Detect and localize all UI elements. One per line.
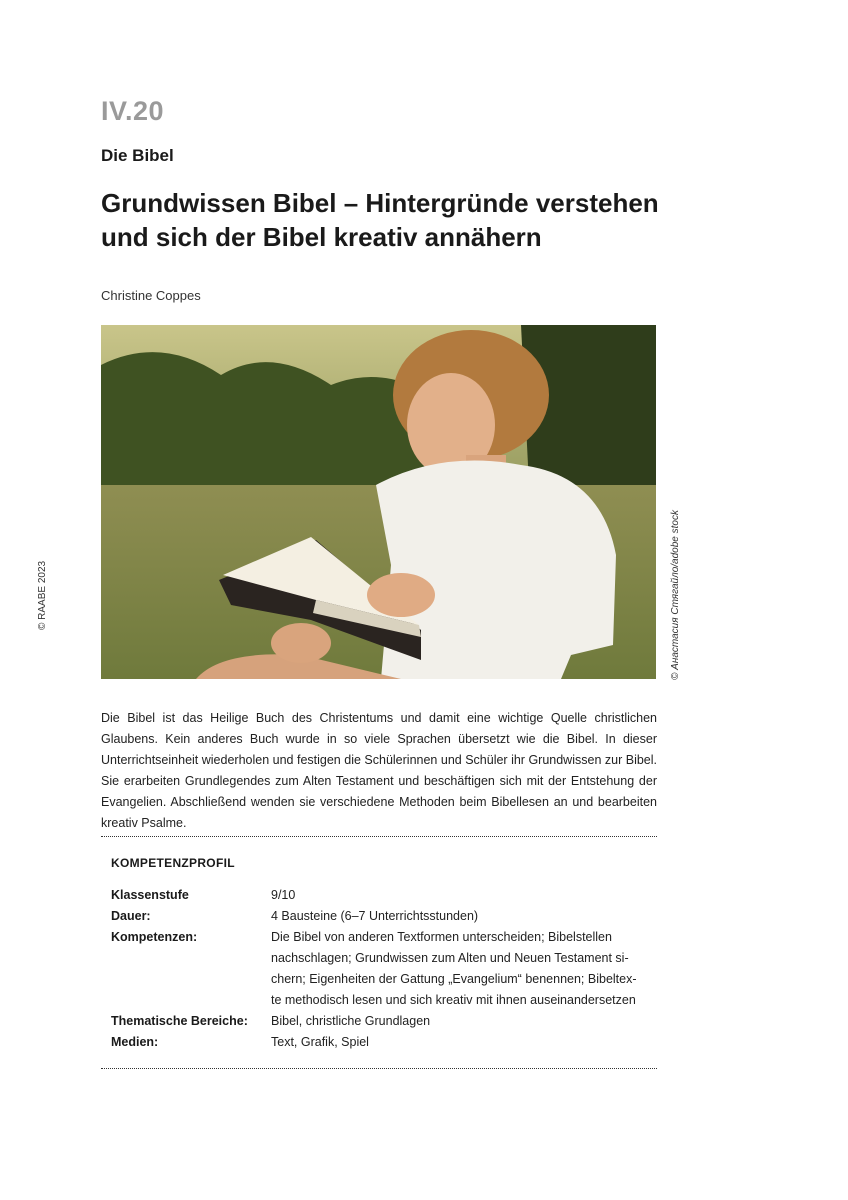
dotted-divider-top [101,836,657,837]
profile-row-grade [111,885,651,906]
profile-value-line: chern; Eigenheiten der Gattung „Evangelium“ benennen; Bibeltex- [271,972,637,986]
profile-value-line: 9/10 [271,888,296,902]
profile-value-line: 4 Bausteine (6–7 Unterrichtsstunden) [271,909,479,923]
profile-label: Dauer: [111,909,151,923]
profile-row-themes [111,1011,651,1032]
competence-profile-table [111,885,651,1053]
profile-label: Medien: [111,1035,159,1049]
copyright-notice: © RAABE 2023 [37,560,48,630]
profile-value [271,927,651,1011]
profile-value-line: te methodisch lesen und sich kreativ mit ihnen auseinandersetzen [271,993,636,1007]
profile-value [271,885,651,906]
profile-row-competences [111,927,651,1011]
intro-paragraph: Die Bibel ist das Heilige Buch des Christentums und damit eine wichtige Quelle christlichen Glaubens. Kein anderes Buch wurde in so viele Sprachen übersetzt wie die Bibel. In dieser Unterrichtseinheit wiederholen und festigen die Schülerinnen und Schüler ihr Grundwissen zur Bibel. Sie erarbeiten Grundlegendes zum Alten Testament und beschäftigen sich mit der Entstehung der Evangelien. Abschließend wenden sie verschiedene Methoden beim Bibellesen an und bearbeiten kreativ Psalme. [101,711,657,830]
profile-value-line: Die Bibel von anderen Textformen unterscheiden; Bibelstellen [271,930,612,944]
profile-value-line: Bibel, christliche Grundlagen [271,1014,431,1028]
competence-profile-heading: KOMPETENZPROFIL [111,856,235,870]
profile-row-media [111,1032,651,1053]
section-code: IV.20 [101,96,165,126]
profile-value [271,906,651,927]
photo-credit: © Анастасия Стягайло/adobe stock [670,510,681,680]
page-title-line: und sich der Bibel kreativ annähern [101,222,542,252]
profile-value [271,1032,651,1053]
profile-label: Kompetenzen: [111,930,198,944]
page-title [101,186,701,254]
cover-photo [101,325,656,679]
profile-value [271,1011,651,1032]
profile-label: Thematische Bereiche: [111,1014,248,1028]
profile-value-line: nachschlagen; Grundwissen zum Alten und Neuen Testament si- [271,951,629,965]
dotted-divider-bottom [101,1068,657,1069]
profile-value-line: Text, Grafik, Spiel [271,1035,369,1049]
author: Christine Coppes [101,288,201,303]
profile-label: Klassenstufe [111,888,189,902]
page-title-line: Grundwissen Bibel – Hintergründe verstehen [101,188,659,218]
chapter-title: Die Bibel [101,146,174,165]
profile-row-duration [111,906,651,927]
